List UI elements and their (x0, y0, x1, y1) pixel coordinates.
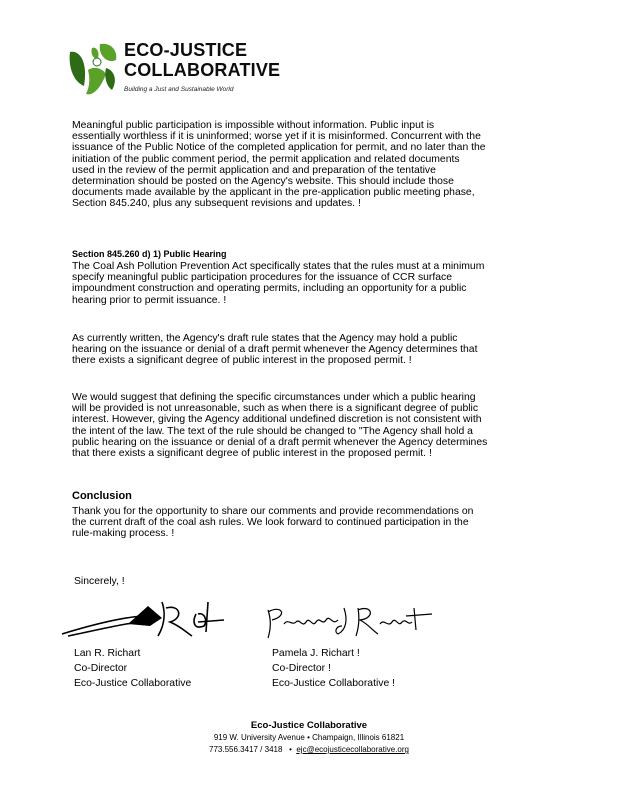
footer-org-name: Eco-Justice Collaborative (250, 720, 368, 731)
text-line: that there exists a significant degree of public interest in the proposed permit. ! (72, 448, 432, 460)
public-hearing-paragraph-1 (72, 261, 562, 306)
text-line: initiation of the public comment period, the permit application and related documents (72, 153, 460, 165)
text-line: The Coal Ash Pollution Prevention Act specifically states that the rules must at a minimum (72, 261, 485, 272)
text-line: documents made available by the applicant in the pre-application public meeting phase, (72, 187, 475, 199)
footer-email-link[interactable]: ejc@ecojusticecollaborative.org (296, 745, 409, 754)
signer-title: Co-Director (74, 663, 128, 674)
text-line: there exists a significant degree of public interest in the proposed permit. ! (72, 355, 412, 367)
footer-address: 919 W. University Avenue • Champaign, Illinois 61821 (213, 733, 405, 742)
signer-title: Co-Director ! (272, 663, 331, 674)
text-line: issuance of the Public Notice of the completed application for permit, and no later than the (72, 142, 486, 154)
text-line: impoundment construction and operating permits, including an opportunity for a public (72, 283, 467, 295)
section-heading: Section 845.260 d) 1) Public Hearing (72, 249, 227, 259)
text-line: Meaningful public participation is impossible without information. Public input is (72, 120, 435, 131)
logo-title-line1: ECO-JUSTICE (124, 40, 248, 60)
text-line: public hearing on the issuance or denial of a draft permit whenever the Agency determines (72, 436, 488, 448)
logo-tagline: Building a Just and Sustainable World (124, 86, 234, 93)
text-line: used in the review of the permit application and and preparation of the tentative (72, 164, 436, 176)
intro-paragraph (72, 120, 562, 210)
text-line: Section 845.240, plus any subsequent revisions and updates. ! (72, 198, 361, 210)
public-hearing-paragraph-3 (72, 392, 562, 459)
text-line: the intent of the law. The text of the rule should be changed to "The Agency shall hold a (72, 425, 473, 437)
conclusion-paragraph (72, 506, 562, 540)
text-line: will be provided is not unreasonable, such as when there is a significant degree of public (72, 403, 479, 415)
logo-title-line2: COLLABORATIVE (124, 60, 281, 80)
text-line: rule-making process. ! (72, 528, 175, 540)
text-line: determination should be posted on the Agency's website. This should include those (72, 176, 454, 188)
public-hearing-paragraph-2 (72, 333, 562, 367)
closing-salutation: Sincerely, ! (74, 576, 125, 587)
signer-name: Pamela J. Richart ! (272, 648, 360, 659)
signature-pamela-richart (262, 600, 436, 644)
conclusion-heading: Conclusion (72, 490, 132, 502)
signer-block-1 (74, 646, 191, 691)
text-line: hearing prior to permit issuance. ! (72, 294, 227, 306)
text-line: specify meaningful public participation procedures for the issuance of CCR surface (72, 272, 453, 284)
footer-contact: 773.556.3417 / 3418 • ejc@ecojusticecollaborative.org (209, 745, 409, 754)
text-line: the current draft of the coal ash rules. We look forward to continued participation in the (72, 517, 469, 529)
text-line: interest. However, giving the Agency additional undefined discretion is not consistent with (72, 414, 482, 426)
footer-phone: 773.556.3417 / 3418 (209, 745, 283, 754)
signature-lan-richart (58, 596, 228, 642)
text-line: We would suggest that defining the specific circumstances under which a public hearing (72, 392, 476, 403)
logo-wordmark (124, 40, 280, 80)
text-line: Thank you for the opportunity to share our comments and provide recommendations on (72, 506, 474, 517)
text-line: essentially worthless if it is uninformed; worse yet if it is misinformed. Concurrent with the (72, 131, 481, 143)
signer-block-2 (272, 646, 395, 691)
text-line: As currently written, the Agency's draft rule states that the Agency may hold a public (72, 333, 458, 344)
signer-org: Eco-Justice Collaborative (74, 678, 192, 689)
eco-justice-logo-icon (66, 40, 120, 98)
signer-name: Lan R. Richart (74, 648, 141, 659)
text-line: hearing on the issuance or denial of a draft permit whenever the Agency determines that (72, 344, 478, 356)
signer-org: Eco-Justice Collaborative ! (272, 678, 396, 689)
